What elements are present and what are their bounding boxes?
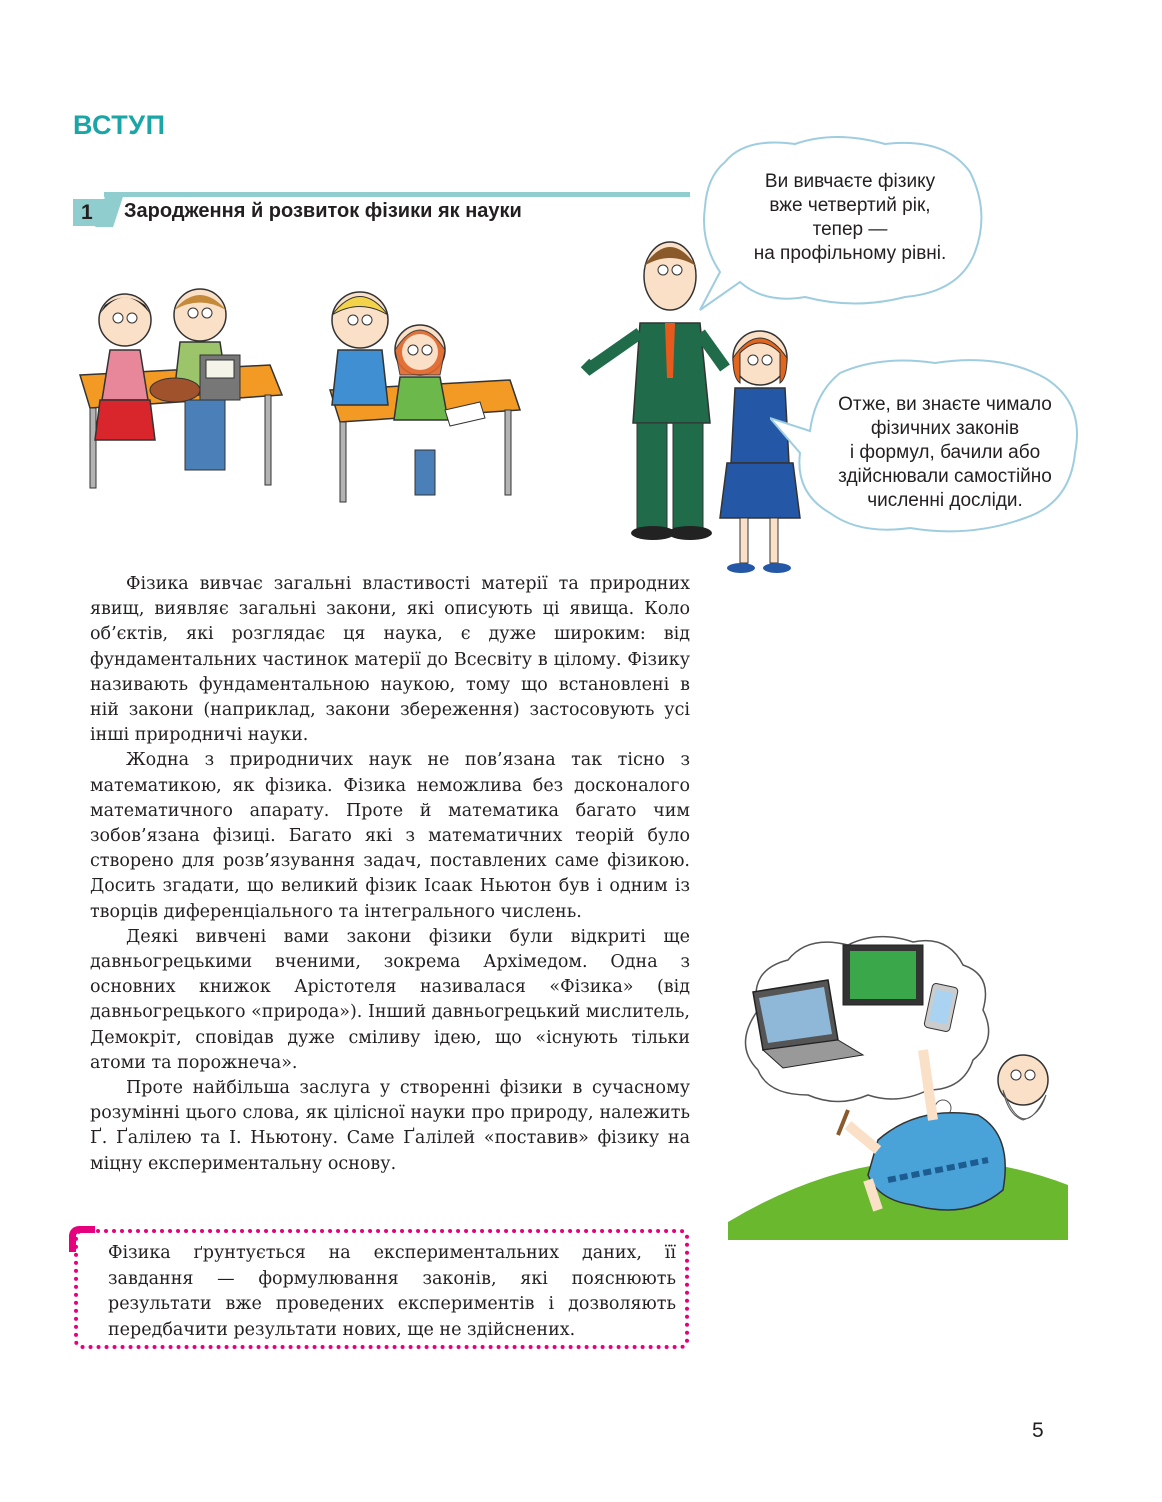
section-title: Зародження й розвиток фізики як науки [124,200,522,222]
page-number: 5 [1032,1419,1044,1442]
bubble-woman-text: Отже, ви знаєте чимало фізичних законів і формул, бачили або здійснювали самостійно численні досліди. [838,394,1052,511]
section-rule [104,192,690,197]
paragraph: Жодна з природничих наук не пов’язана так тісно з математикою, як фізика. Фізика неможлива без досконалого математичного апарату. Проте й математика багато чим зобов’язана фізиці. Багато які з математичних теорій було створено для розв’язування задач, поставлених саме фізикою. Досить згадати, що великий фізик Ісаак Ньютон був і одним із творців диференціального та інтегрального числень. [90,750,690,922]
students-illustration [70,280,530,520]
paragraph: Деякі вивчені вами закони фізики були відкриті ще давньогрецькими вченими, зокрема Архімедом. Одна з основних книжок Арістотеля називалася «Фізика» (від давньогрецького «природа»). Інший давньогрецький мислитель, Демокріт, сповідав дуже сміливу ідею, що «існують тільки атоми та порожнеча». [90,926,690,1073]
bubble-man-text: Ви вивчаєте фізику вже четвертий рік, тепер — на профільному рівні. [753,171,947,264]
body-text [90,572,690,1177]
paragraph: Проте найбільша заслуга у створенні фізики в сучасному розумінні цього слова, як цілісної науки про природу, належить Ґ. Ґалілею та І. Ньютону. Саме Ґалілей «поставив» фізику на міцну експериментальну основу. [90,1078,690,1174]
definition-corner-mark [69,1226,95,1252]
page-heading: ВСТУП [73,110,166,140]
paragraph: Фізика вивчає загальні властивості матерії та природних явищ, виявляє загальні закони, які описують ці явища. Коло об’єктів, які розглядає ця наука, є дуже широким: від фундаментальних частинок матерії до Всесвіту в цілому. Фізику називають фундаментальною наукою, тому що встановлені в ній закони (наприклад, закони збереження) застосовують усі інші природничі науки. [90,574,690,746]
philosopher-illustration [728,930,1068,1240]
section-number: 1 [73,199,105,226]
definition-text: Фізика ґрунтується на експериментальних даних, її завдання — формулювання законів, які пояснюють результати вже проведених експериментів і дозволяють передбачити результати нових, ще не здійснених. [108,1243,676,1340]
